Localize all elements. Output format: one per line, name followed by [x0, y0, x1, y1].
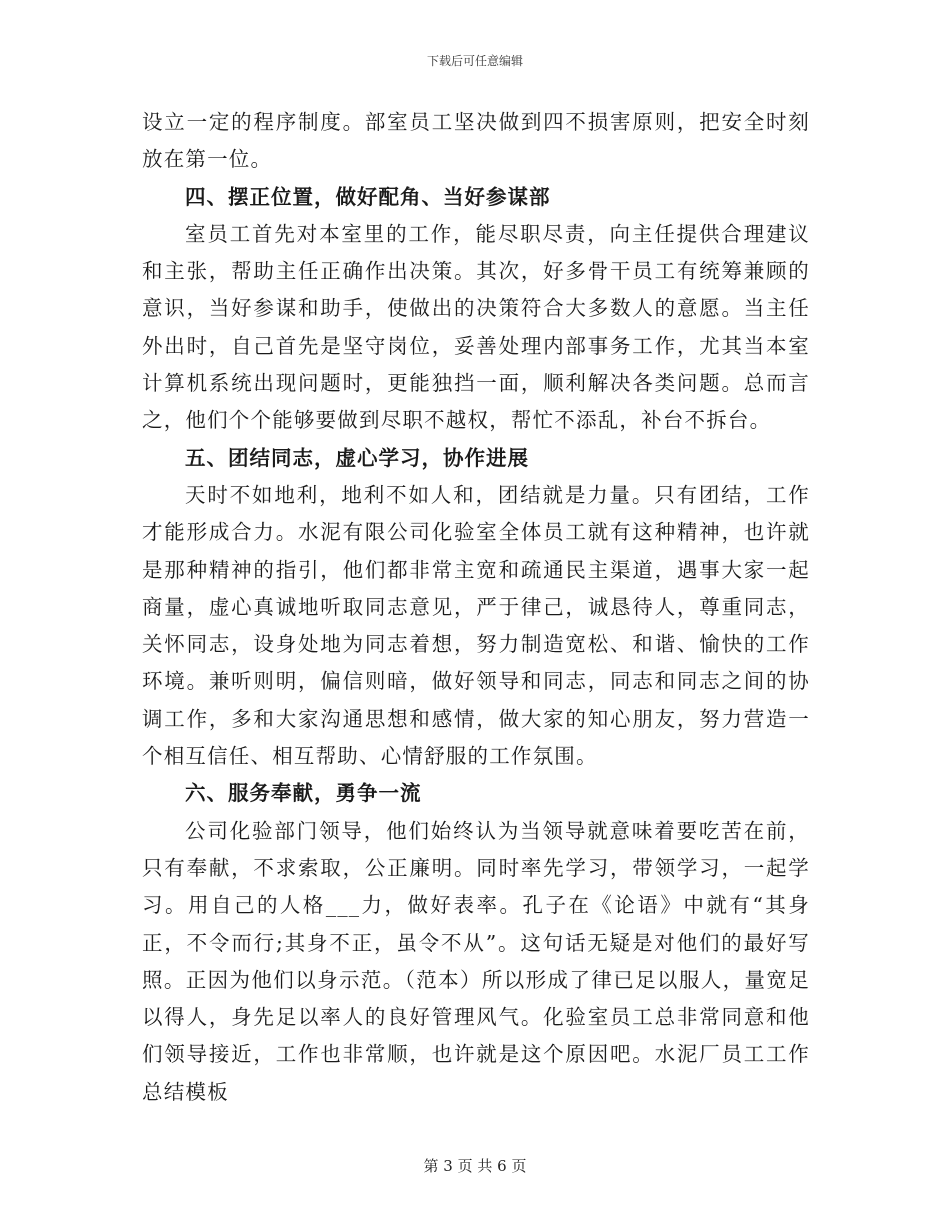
section-heading-5: 五、团结同志，虚心学习，协作进展 — [185, 445, 529, 470]
page-header: 下载后可任意编辑 — [426, 54, 523, 68]
paragraph-section-5: 天时不如地利，地利不如人和，团结就是力量。只有团结，工作才能形成合力。水泥有限公司化验室全体员工就有这种精神，也许就是那种精神的指引，他们都非常主宽和疏通民主渠道，遇事大家一起商量，虚心真诚地听取同志意见，严于律己，诚恳待人，尊重同志，关怀同志，设身处地为同志着想，努力制造宽松、和谐、愉快的工作环境。兼听则明，偏信则暗，做好领导和同志，同志和同志之间的协调工作，多和大家沟通思想和感情，做大家的知心朋友，努力营造一个相互信任、相互帮助、心情舒服的工作氛围。 — [142, 482, 810, 769]
section-heading-4: 四、摆正位置，做好配角、当好参谋部 — [185, 184, 551, 209]
paragraph-section-6: 公司化验部门领导，他们始终认为当领导就意味着要吃苦在前，只有奉献，不求索取，公正廉明。同时率先学习，带领学习，一起学习。用自己的人格___力，做好表率。孔子在《论语》中就有“其身正，不令而行;其身不正，虽令不从”。这句话无疑是对他们的最好写照。正因为他们以身示范。（范本）所以形成了律已足以服人，量宽足以得人，身先足以率人的良好管理风气。化验室员工总非常同意和他们领导接近，工作也非常顺，也许就是这个原因吧。水泥厂员工工作总结模板 — [142, 818, 810, 1104]
paragraph-intro: 设立一定的程序制度。部室员工坚决做到四不损害原则，把安全时刻放在第一位。 — [142, 110, 810, 172]
page-footer: 第 3 页 共 6 页 — [423, 1157, 527, 1175]
section-heading-6: 六、服务奉献，勇争一流 — [185, 781, 422, 806]
paragraph-section-4: 室员工首先对本室里的工作，能尽职尽责，向主任提供合理建议和主张，帮助主任正确作出决策。其次，好多骨干员工有统筹兼顾的意识，当好参谋和助手，使做出的决策符合大多数人的意愿。当主任外出时，自己首先是坚守岗位，妥善处理内部事务工作，尤其当本室计算机系统出现问题时，更能独挡一面，顺利解决各类问题。总而言之，他们个个能够要做到尽职不越权，帮忙不添乱，补台不拆台。 — [142, 221, 810, 433]
document-body — [142, 104, 810, 1111]
